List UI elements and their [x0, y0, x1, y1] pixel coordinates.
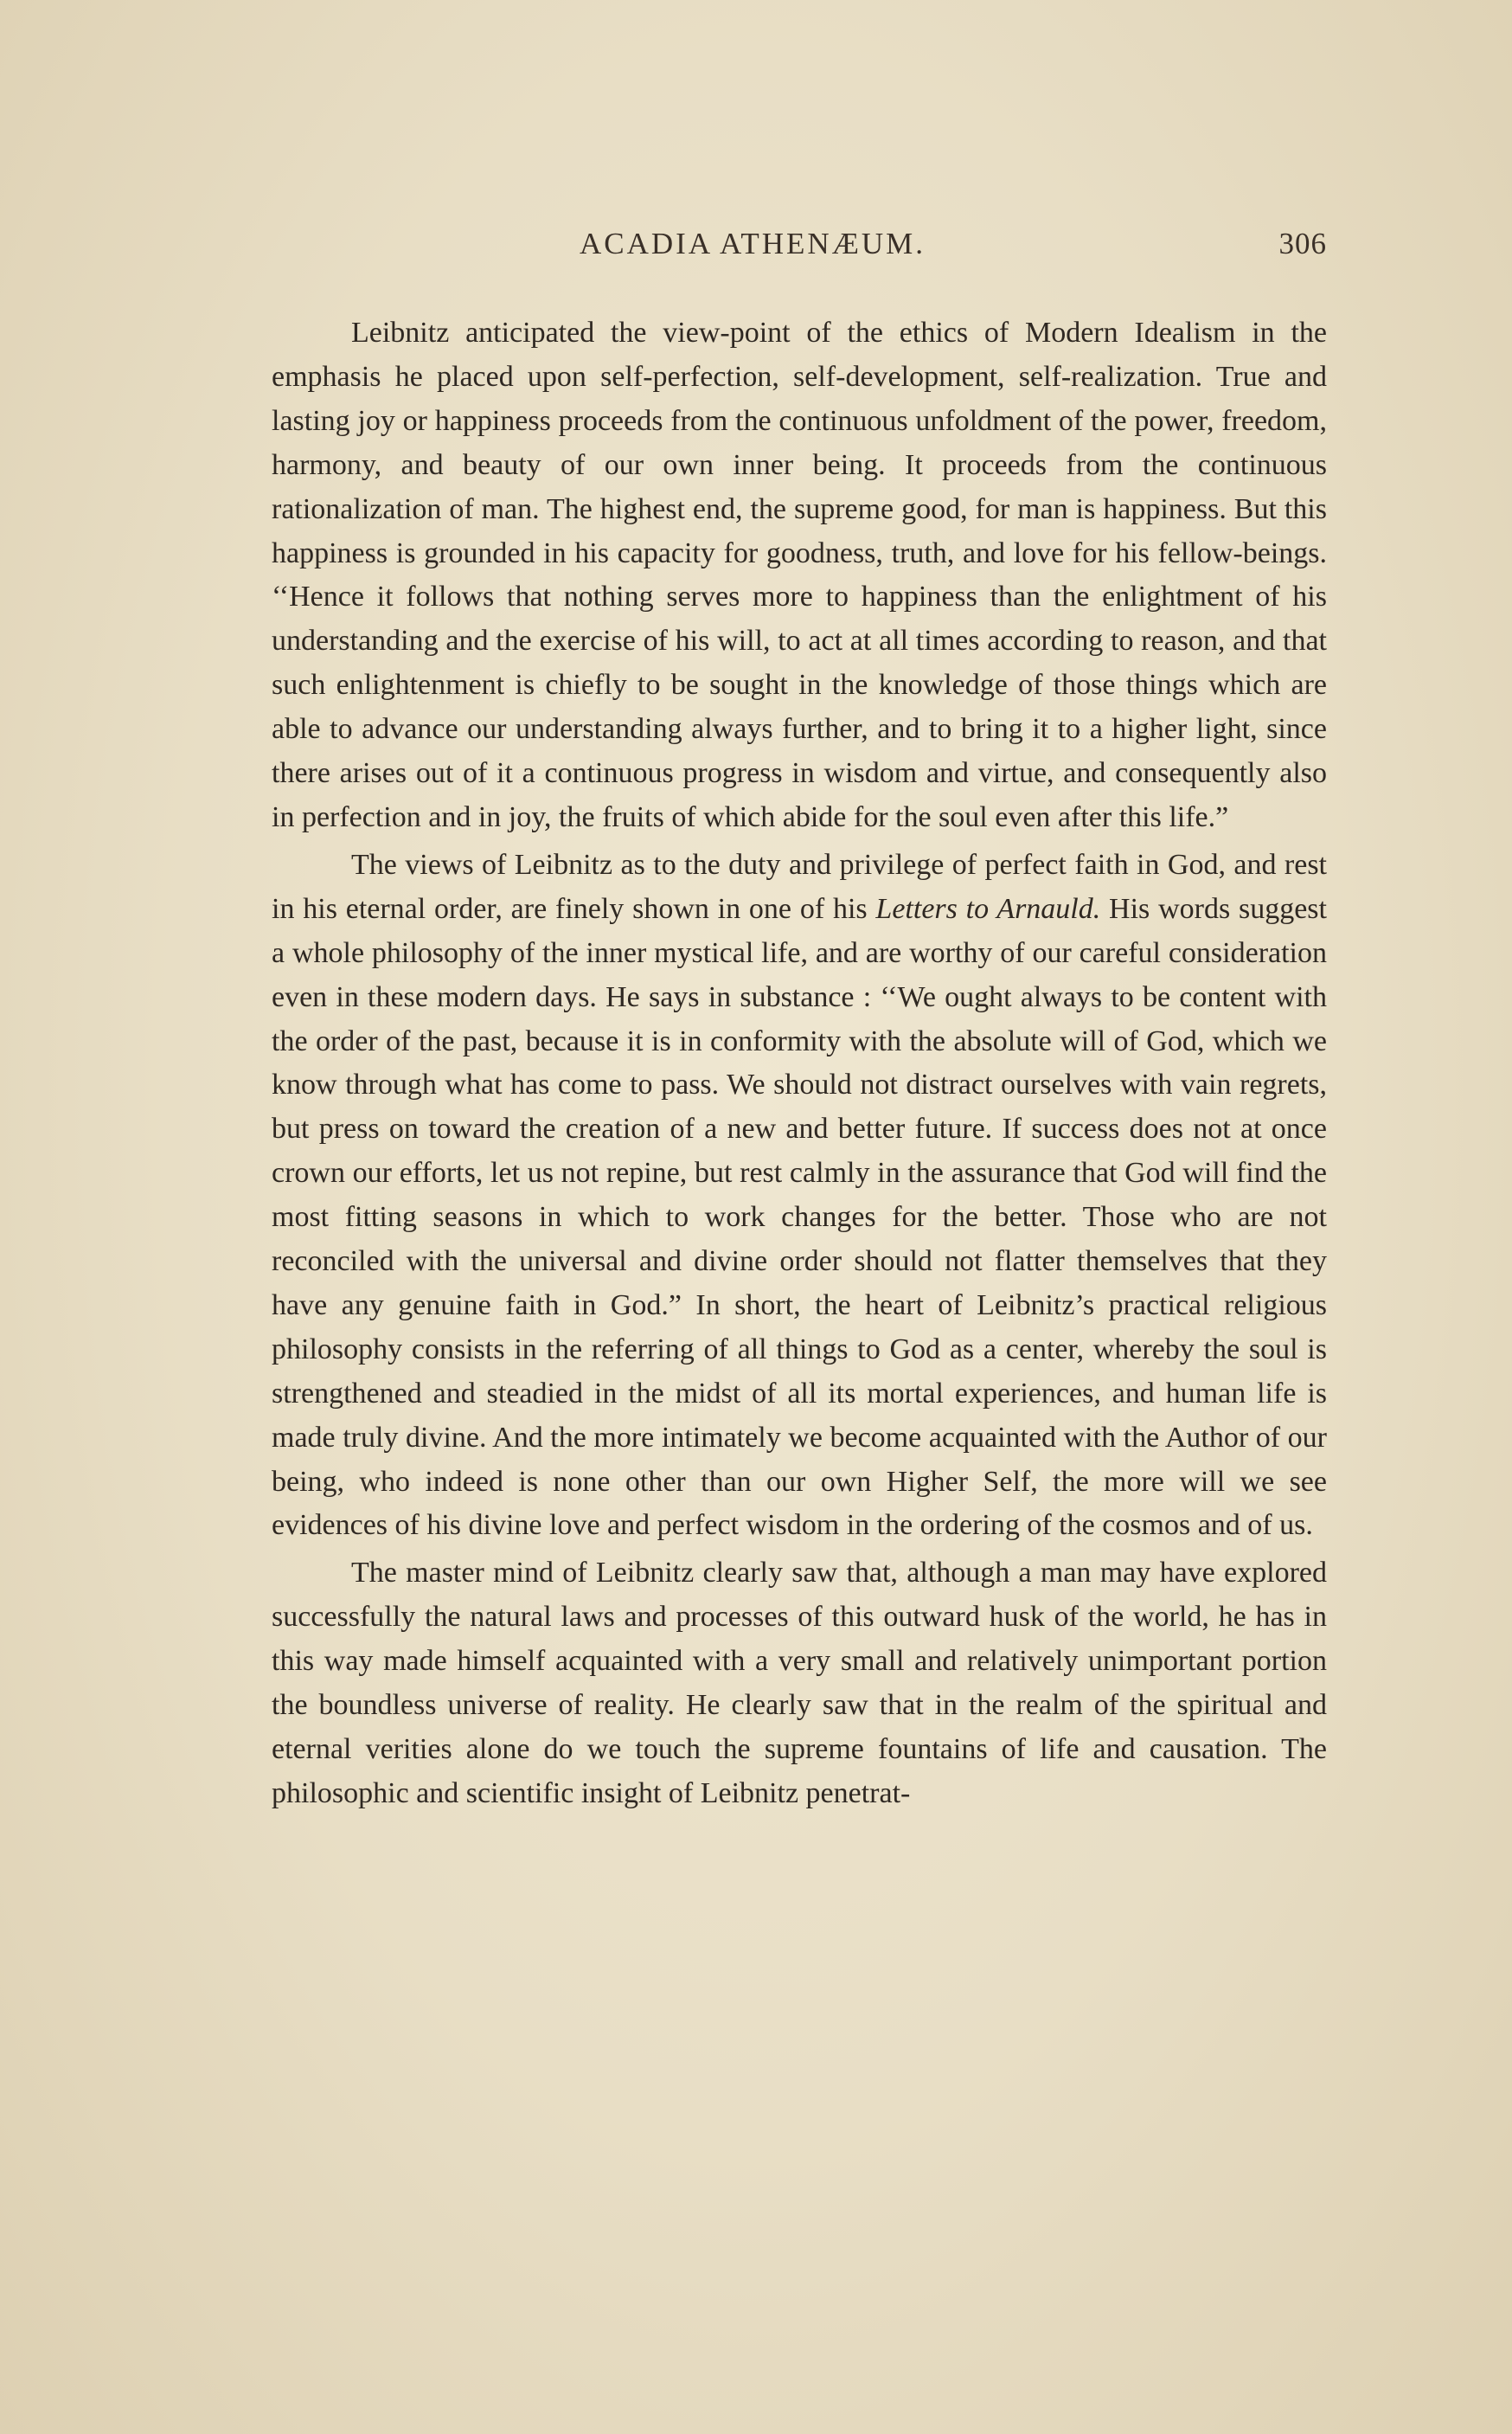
running-title: ACADIA ATHENÆUM. — [580, 227, 926, 260]
body-text — [272, 311, 1327, 1816]
page-number: 306 — [1278, 227, 1327, 260]
paragraph-faith — [272, 844, 1327, 1549]
paragraph-idealism: Leibnitz anticipated the view-point of the ethics of Modern Idealism in the emphasis he placed upon self-perfection, self-development, self-realization. True and lasting joy or happiness proceeds from the continuous unfoldment of the power, freedom, harmony, and beauty of our own inner being. It proceeds from the continuous rationalization of man. The highest end, the supreme good, for man is happiness. But this happiness is grounded in his capacity for goodness, truth, and love for his fellow-beings. ‘‘Hence it follows that nothing serves more to happiness than the enlightment of his understanding and the exercise of his will, to act at all times according to reason, and that such enlightenment is chiefly to be sought in the knowledge of those things which are able to advance our understanding always further, and to bring it to a higher light, since there arises out of it a continuous progress in wisdom and virtue, and consequently also in perfection and in joy, the fruits of which abide for the soul even after this life.” — [272, 317, 1327, 833]
paragraph-master-mind: The master mind of Leibnitz clearly saw that, although a man may have explored successfully the natural laws and processes of this outward husk of the world, he has in this way made himself acquainted with a very small and relatively unimportant portion the boundless universe of reality. He clearly saw that in the realm of the spiritual and eternal verities alone do we touch the supreme fountains of life and causation. The philosophic and scientific insight of Leibnitz penetrat- — [272, 1557, 1327, 1809]
paragraph-faith-text-start: The views of Leibnitz as to the duty and privilege of perfect faith in God, and rest in his eternal order, are finely shown in one of his — [272, 848, 1327, 925]
paragraph-faith-text-end: His words suggest a whole philosophy of the inner mystical life, and are worthy of our careful consideration even in these modern days. He says in substance : ‘‘We ought always to be content with the order of the past, because it is in conformity with the absolute will of God, which we know through what has come to pass. We should not distract ourselves with vain regrets, but press on toward the creation of a new and better future. If success does not at once crown our efforts, let us not repine, but rest calmly in the assurance that God will find the most fitting seasons in which to work changes for the better. Those who are not reconciled with the universal and divine order should not flatter themselves that they have any genuine faith in God.” In short, the heart of Leibnitz’s practical religious philosophy consists in the referring of all things to God as a center, whereby the soul is strengthened and steadied in the midst of all its mortal experiences, and human life is made truly divine. And the more intimately we become acquainted with the Author of our being, who indeed is none other than our own Higher Self, the more will we see evidences of his divine love and perfect wisdom in the ordering of the cosmos and of us. — [272, 892, 1327, 1542]
letters-to-arnauld-title: Letters to Arnauld. — [875, 892, 1101, 925]
page-header — [272, 227, 1327, 270]
